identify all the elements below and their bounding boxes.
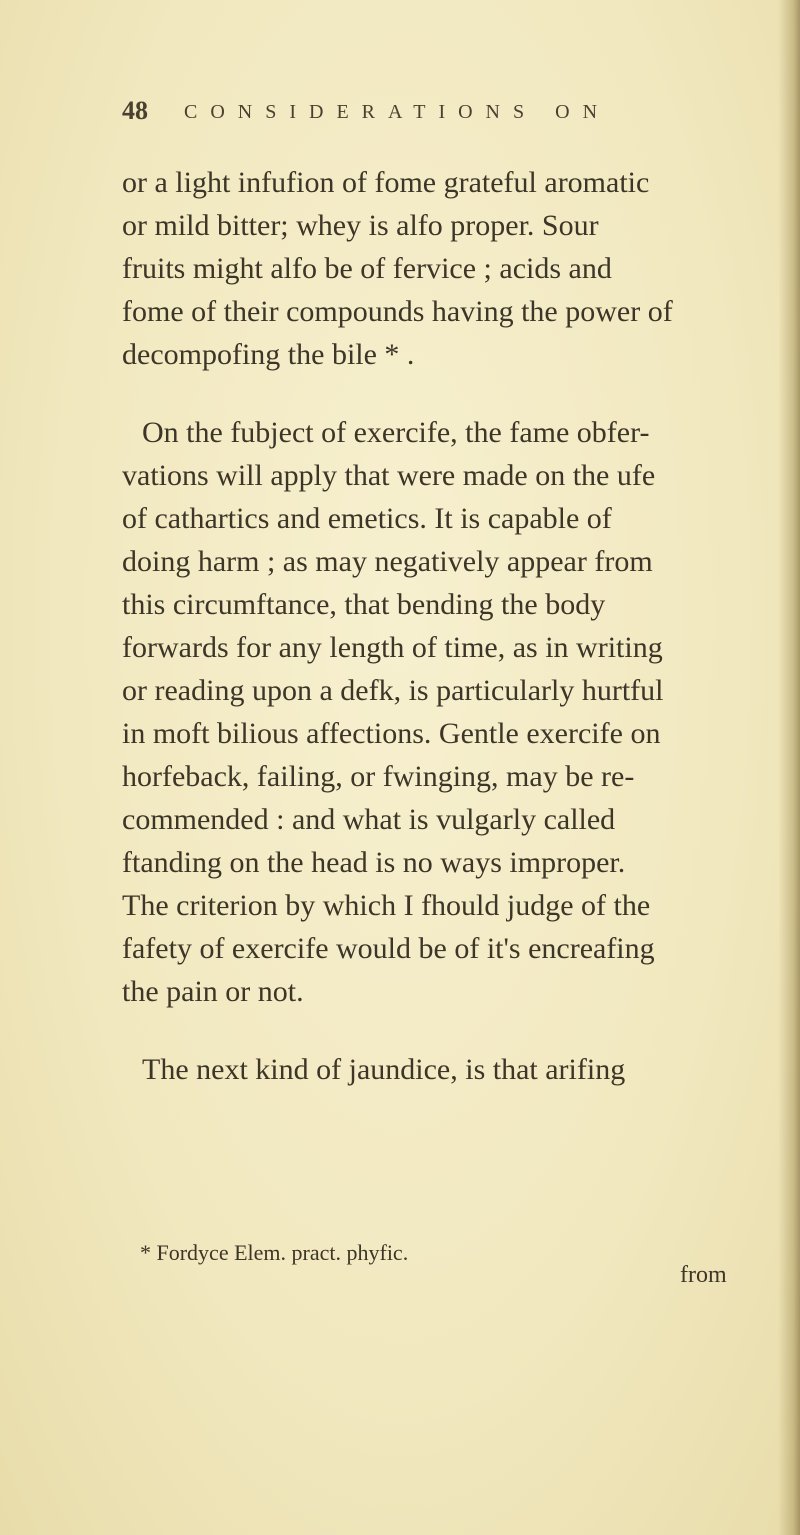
page-number: 48: [122, 96, 148, 125]
running-title: CONSIDERATIONS ON: [184, 101, 611, 123]
text-line: or a light infufion of fome grateful aromatic: [122, 166, 650, 199]
text-line: forwards for any length of time, as in writing: [122, 631, 663, 664]
text-line: horfeback, failing, or fwinging, may be re-: [122, 760, 635, 793]
text-line: The criterion by which I fhould judge of the: [122, 889, 651, 922]
text-line: fome of their compounds having the power of: [122, 295, 673, 328]
text-line: in moft bilious affections. Gentle exercife on: [122, 717, 661, 750]
text-line: ftanding on the head is no ways improper.: [122, 846, 626, 879]
page-edge-shadow: [778, 0, 800, 1535]
paragraph-jaundice: [122, 1048, 742, 1091]
catchword: from: [680, 1262, 727, 1288]
paragraph-exercise: [122, 411, 742, 1013]
text-line: fafety of exercife would be of it's encreafing: [122, 932, 655, 965]
text-line: this circumftance, that bending the body: [122, 588, 606, 621]
text-line: of cathartics and emetics. It is capable of: [122, 502, 612, 535]
footnote: * Fordyce Elem. pract. phyfic.: [140, 1240, 409, 1265]
text-line: The next kind of jaundice, is that arifing: [142, 1053, 626, 1086]
page-header: [122, 96, 722, 126]
text-line: vations will apply that were made on the ufe: [122, 459, 656, 492]
text-line: or reading upon a defk, is particularly hurtful: [122, 674, 664, 707]
paragraph-continued: [122, 161, 742, 376]
text-line: the pain or not.: [122, 975, 304, 1008]
text-line: On the fubject of exercife, the fame obfer-: [142, 416, 650, 449]
text-line: or mild bitter; whey is alfo proper. Sour: [122, 209, 599, 242]
body-text: [122, 161, 742, 1091]
text-line: fruits might alfo be of fervice ; acids and: [122, 252, 612, 285]
text-line: decompofing the bile * .: [122, 338, 415, 371]
text-line: doing harm ; as may negatively appear from: [122, 545, 653, 578]
text-line: commended : and what is vulgarly called: [122, 803, 616, 836]
